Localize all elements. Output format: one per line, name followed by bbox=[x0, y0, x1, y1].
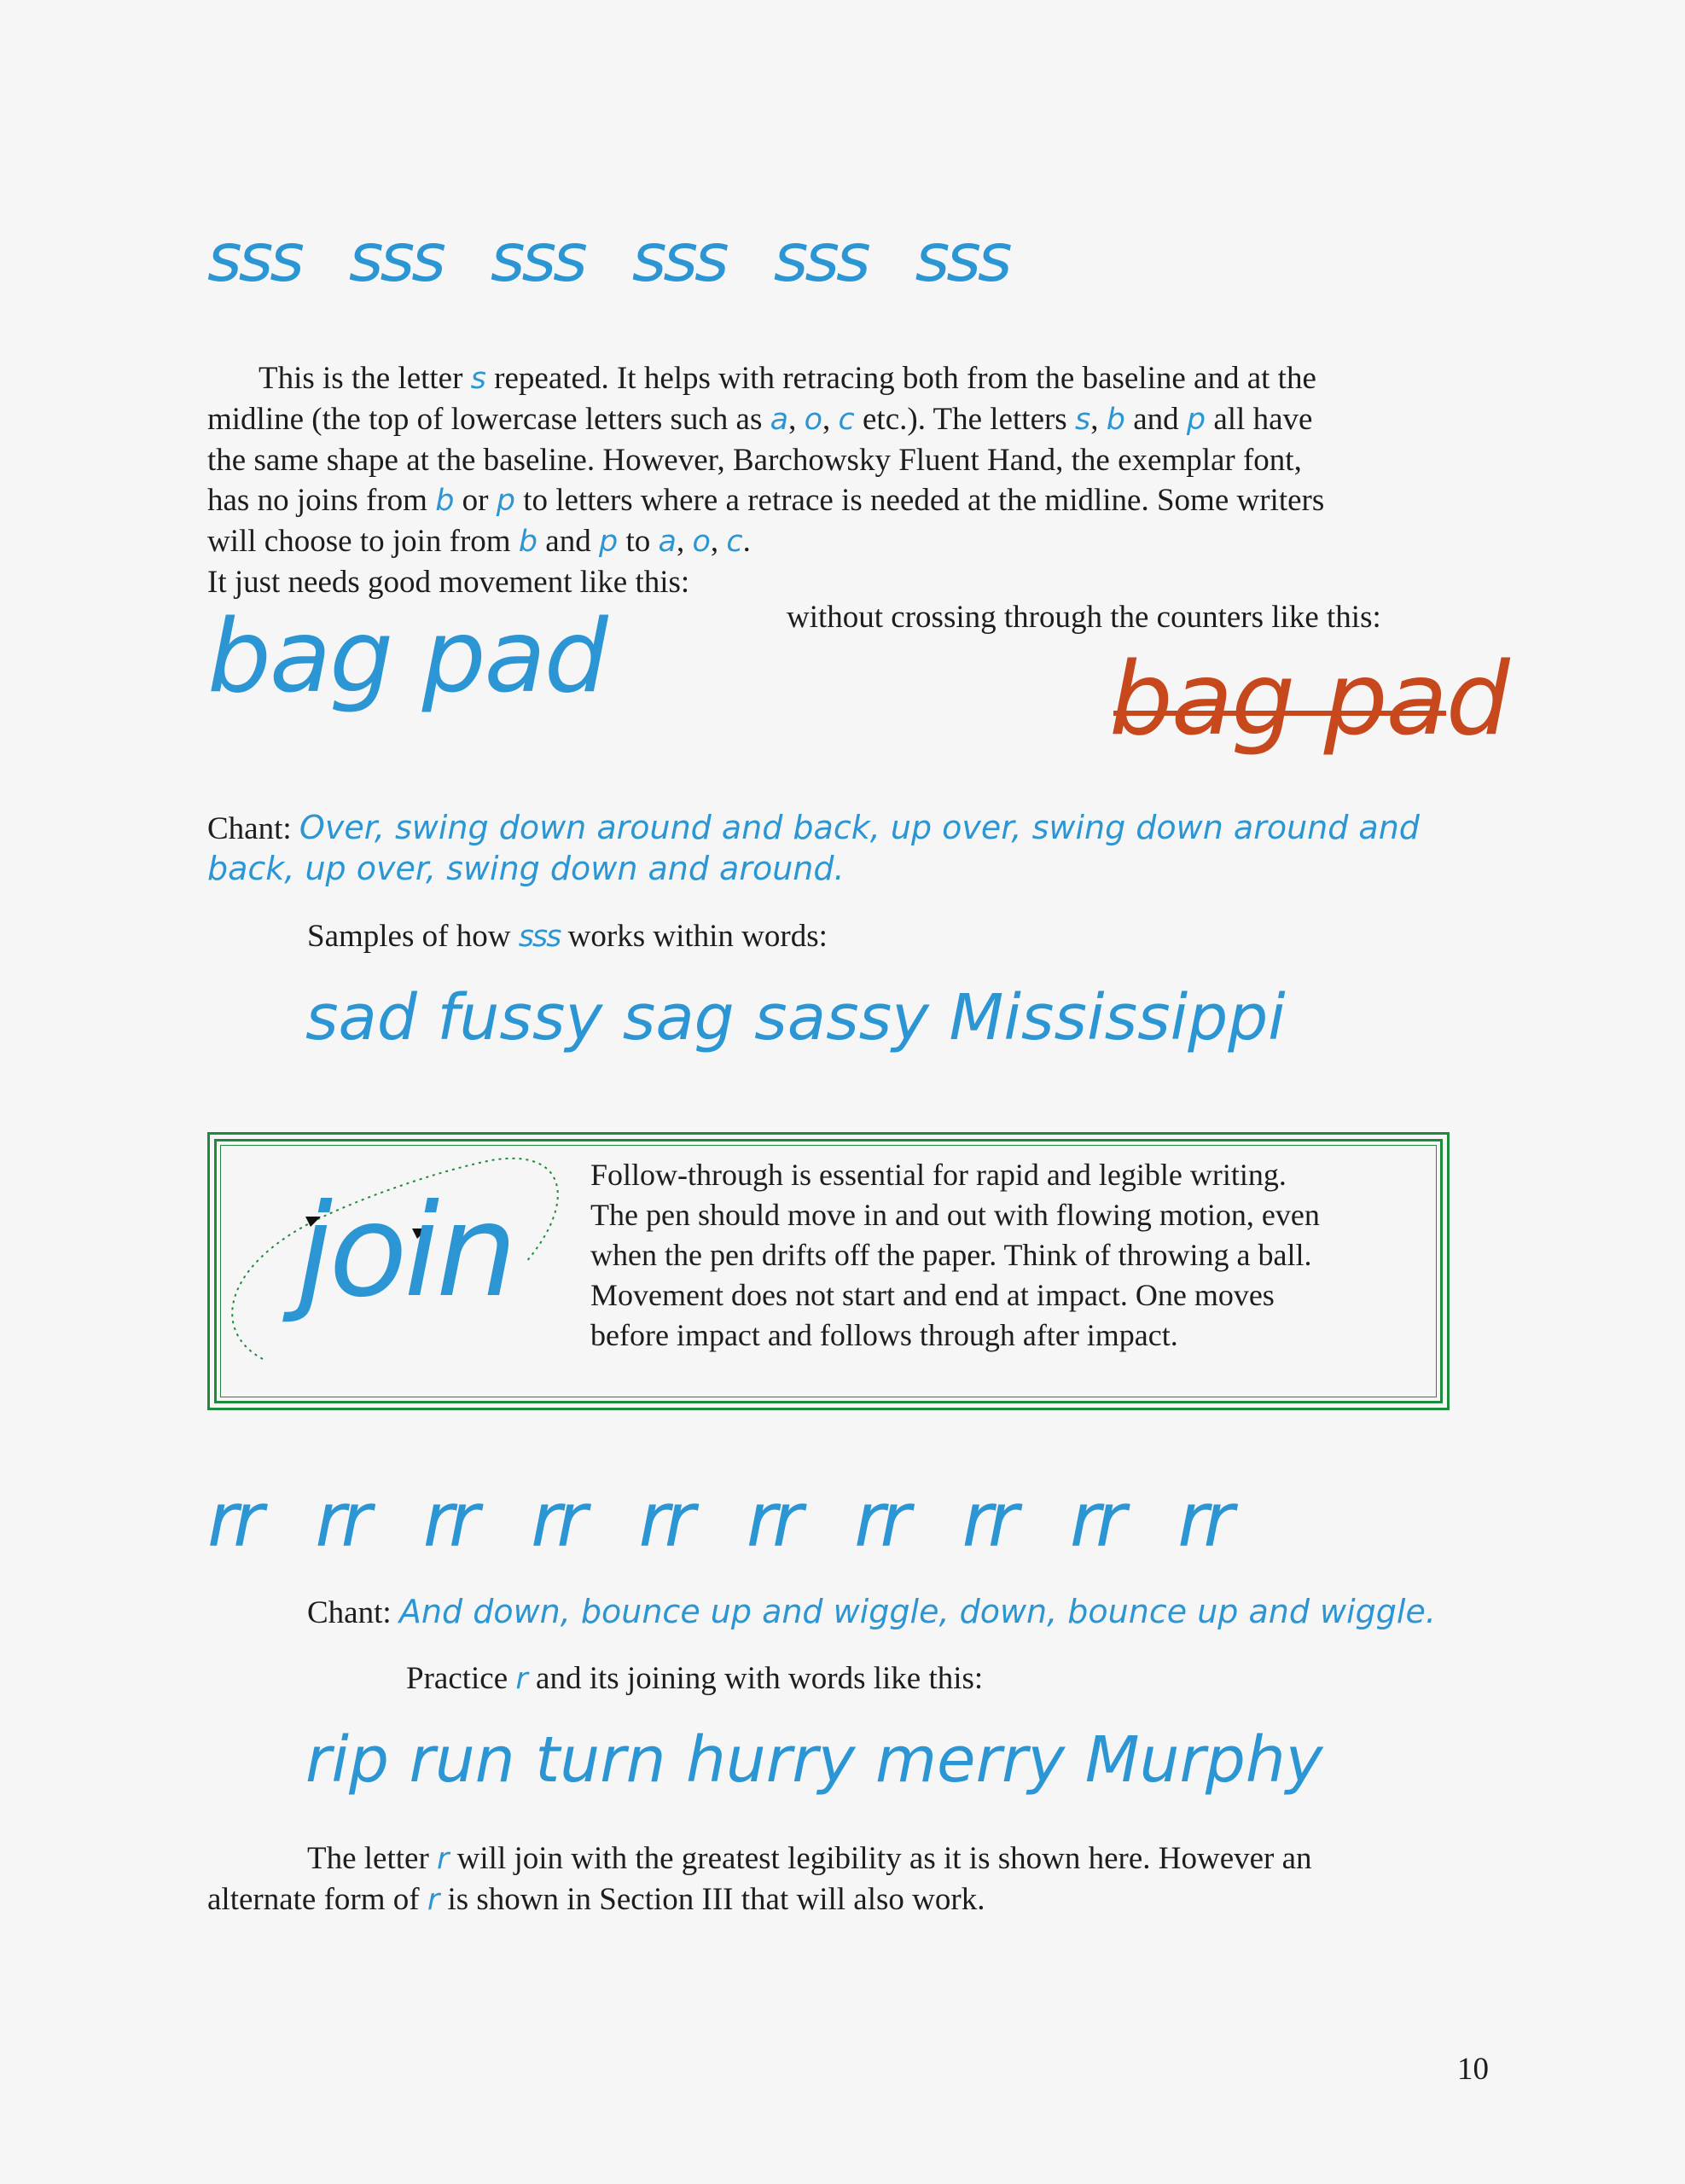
bag-pad-good-example: bag pad bbox=[207, 597, 607, 715]
s-group: sss bbox=[631, 220, 726, 297]
s-group: sss bbox=[348, 220, 443, 297]
good-movement-caption: It just needs good movement like this: bbox=[207, 565, 690, 600]
r-group: rr bbox=[854, 1476, 906, 1564]
s-group: sss bbox=[207, 220, 301, 297]
bag-pad-bad-text: bag pad bbox=[1109, 640, 1508, 758]
r-group: rr bbox=[422, 1476, 475, 1564]
crossing-strike-line bbox=[1109, 640, 1450, 793]
r-group: rr bbox=[531, 1476, 583, 1564]
s-group: sss bbox=[490, 220, 584, 297]
chant-s: Chant: Over, swing down around and back, up over, swing down around and back, up over, swing down and around. bbox=[207, 809, 1420, 887]
practice-caption: Practice r and its joining with words like this: bbox=[406, 1661, 984, 1696]
chant-label: Chant: bbox=[307, 1595, 399, 1630]
follow-through-text: Follow-through is essential for rapid and legible writing. The pen should move in and out with flowing motion, even when the pen drifts off the paper. Think of throwing a ball. Movement does not start and end at impact. One moves before impact and follows through after impact. bbox=[590, 1158, 1320, 1352]
s-sample-words: sad fussy sag sassy Mississippi bbox=[305, 981, 1286, 1054]
letter-s-paragraph: This is the letter s repeated. It helps with retracing both from the baseline and at the midline (the top of lowercase letters such as a, o, c etc.). The letters s, b and p all have the same shape at the baseline. However, Barchowsky Fluent Hand, the exemplar font, has no joins from b or p to letters where a retrace is needed at the midline. Some writers will choose to join from b and p to a, o, c. It just needs good movement like this: bbox=[207, 358, 1453, 602]
chant-r: Chant: And down, bounce up and wiggle, down, bounce up and wiggle. bbox=[307, 1593, 1436, 1630]
s-group: sss bbox=[773, 220, 868, 297]
r-group: rr bbox=[638, 1476, 690, 1564]
without-crossing-caption: without crossing through the counters like this: bbox=[787, 600, 1381, 635]
r-practice-row bbox=[207, 1476, 1277, 1564]
r-group: rr bbox=[962, 1476, 1014, 1564]
letter-s-sample: s bbox=[470, 362, 486, 396]
letter-r-paragraph: The letter r will join with the greatest legibility as it is shown here. However an alternate form of r is shown in Section III that will also work. bbox=[207, 1841, 1312, 1917]
r-group: rr bbox=[1069, 1476, 1122, 1564]
bag-pad-bad-example bbox=[1109, 640, 1508, 793]
page-number: 10 bbox=[1457, 2052, 1489, 2087]
r-group: rr bbox=[1177, 1476, 1229, 1564]
r-sample-words: rip run turn hurry merry Murphy bbox=[305, 1723, 1323, 1797]
chant-label: Chant: bbox=[207, 811, 299, 846]
r-group: rr bbox=[207, 1476, 259, 1564]
join-word: join bbox=[297, 1177, 514, 1326]
s-practice-row bbox=[207, 220, 1057, 297]
follow-through-box bbox=[207, 1132, 1450, 1410]
r-group: rr bbox=[746, 1476, 799, 1564]
r-group: rr bbox=[315, 1476, 367, 1564]
samples-caption: Samples of how sss works within words: bbox=[307, 919, 828, 954]
s-group: sss bbox=[915, 220, 1009, 297]
